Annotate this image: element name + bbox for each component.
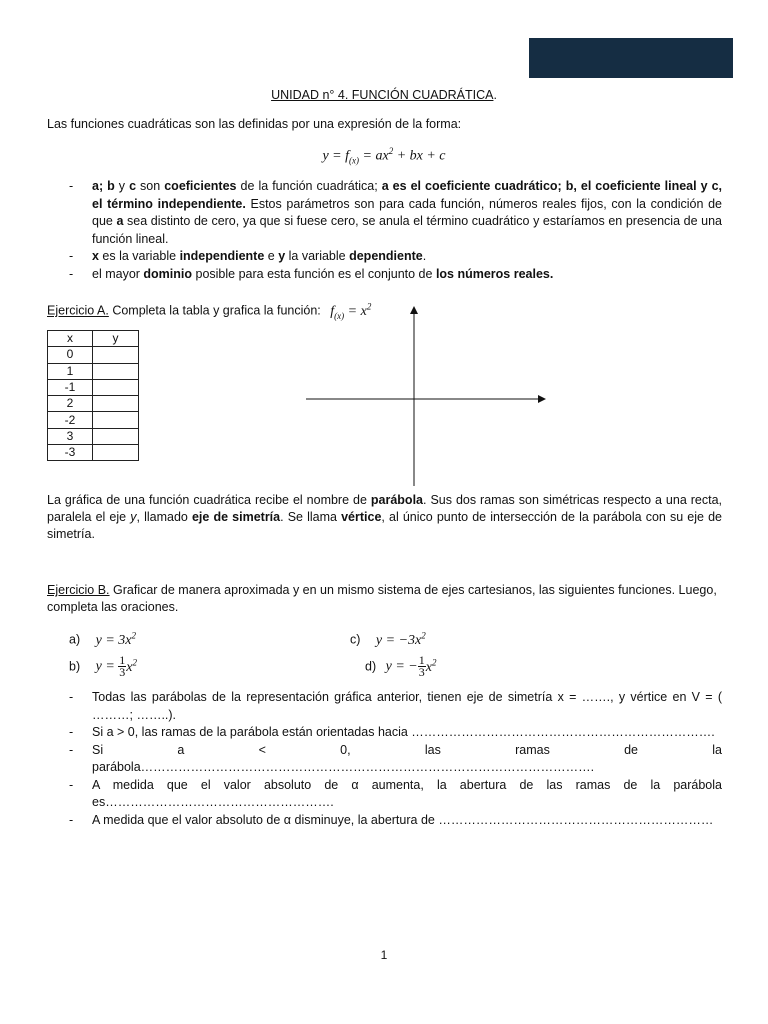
table-cell-x: 3 <box>48 428 93 444</box>
table-row <box>48 412 139 428</box>
table-row <box>48 379 139 395</box>
definitions-list <box>47 178 722 283</box>
table-cell-x: -3 <box>48 445 93 461</box>
table-header-y: y <box>93 331 139 347</box>
table-cell-y[interactable] <box>93 379 139 395</box>
exercise-b-heading: Ejercicio B. Graficar de manera aproximada y en un mismo sistema de ejes cartesianos, las siguientes funciones. Luego, completa las oraciones. <box>47 583 717 614</box>
table-header-x: x <box>48 331 93 347</box>
table-row <box>48 363 139 379</box>
sentence-abs-increase: - A medida que el valor absoluto de α aumenta, la abertura de las ramas de la parábola es………………………………………………. <box>47 777 722 812</box>
exercise-a-heading: Ejercicio A. Completa la tabla y grafica la función: $f_{(x)} = x^2$ <box>47 301 372 321</box>
page-number: 1 <box>380 948 388 962</box>
table-cell-y[interactable] <box>93 347 139 363</box>
x-axis-arrow-icon <box>538 395 546 403</box>
table-cell-y[interactable] <box>93 428 139 444</box>
general-formula: $y = f_{(x)} = ax^2$ + bx + c <box>322 146 446 166</box>
table-row <box>48 428 139 444</box>
table-cell-y[interactable] <box>93 445 139 461</box>
table-cell-y[interactable] <box>93 412 139 428</box>
parabola-definition: La gráfica de una función cuadrática recibe el nombre de parábola. Sus dos ramas son simétricas respecto a una recta, paralela el eje y, llamado eje de simetría. Se llama vértice, al único punto de intersección de la parábola con su eje de simetría. <box>47 493 723 541</box>
function-d: d) y = − $\frac{1}{3}$ $x^2$ <box>365 653 437 679</box>
values-table <box>47 330 139 461</box>
exercise-a-function: $f_{(x)} = x^2$ <box>330 301 372 321</box>
table-cell-x: 0 <box>48 347 93 363</box>
header-color-bar <box>529 38 733 78</box>
table-cell-x: 2 <box>48 396 93 412</box>
intro-text: Las funciones cuadráticas son las definidas por una expresión de la forma: <box>47 117 462 131</box>
sentence-abs-decrease: - A medida que el valor absoluto de α disminuye, la abertura de ………………………………………………………… <box>47 812 722 830</box>
table-cell-y[interactable] <box>93 396 139 412</box>
sentence-a-positive: - Si a > 0, las ramas de la parábola están orientadas hacia ………………………………………………………………. <box>47 724 722 742</box>
table-cell-y[interactable] <box>93 363 139 379</box>
function-a: a) $y = 3x^2$ <box>69 630 136 648</box>
function-b: b) y = $\frac{1}{3}$ $x^2$ <box>69 653 137 679</box>
table-cell-x: -2 <box>48 412 93 428</box>
sentences-list <box>47 689 722 829</box>
page-title: UNIDAD n° 4. FUNCIÓN CUADRÁTICA. <box>271 88 497 102</box>
table-header-row <box>48 331 139 347</box>
cartesian-axes <box>300 300 550 490</box>
table-row <box>48 445 139 461</box>
bullet-variables: - x es la variable independiente e y la variable dependiente. <box>47 248 722 266</box>
sentence-a-negative: - Si a < 0, las ramas de la parábola………………………………………………………………………………………………. <box>47 742 722 777</box>
table-row <box>48 396 139 412</box>
table-cell-x: -1 <box>48 379 93 395</box>
bullet-coefficients: - a; b y c son coeficientes de la función cuadrática; a es el coeficiente cuadrático; b, el coeficiente lineal y c, el término independiente. Estos parámetros son para cada función, números reales fijos, con la condición de que a sea distinto de cero, ya que si fuese cero, se anula el término cuadrático y estaríamos en presencia de una función lineal. <box>47 178 722 248</box>
function-c: c) $y = -3x^2$ <box>350 630 426 648</box>
table-cell-x: 1 <box>48 363 93 379</box>
sentence-symmetry-axis: - Todas las parábolas de la representación gráfica anterior, tienen eje de simetría x = ……., y vértice en V = ( ………; ……..). <box>47 689 722 724</box>
bullet-domain: - el mayor dominio posible para esta función es el conjunto de los números reales. <box>47 266 722 284</box>
y-axis-arrow-icon <box>410 306 418 314</box>
table-row <box>48 347 139 363</box>
